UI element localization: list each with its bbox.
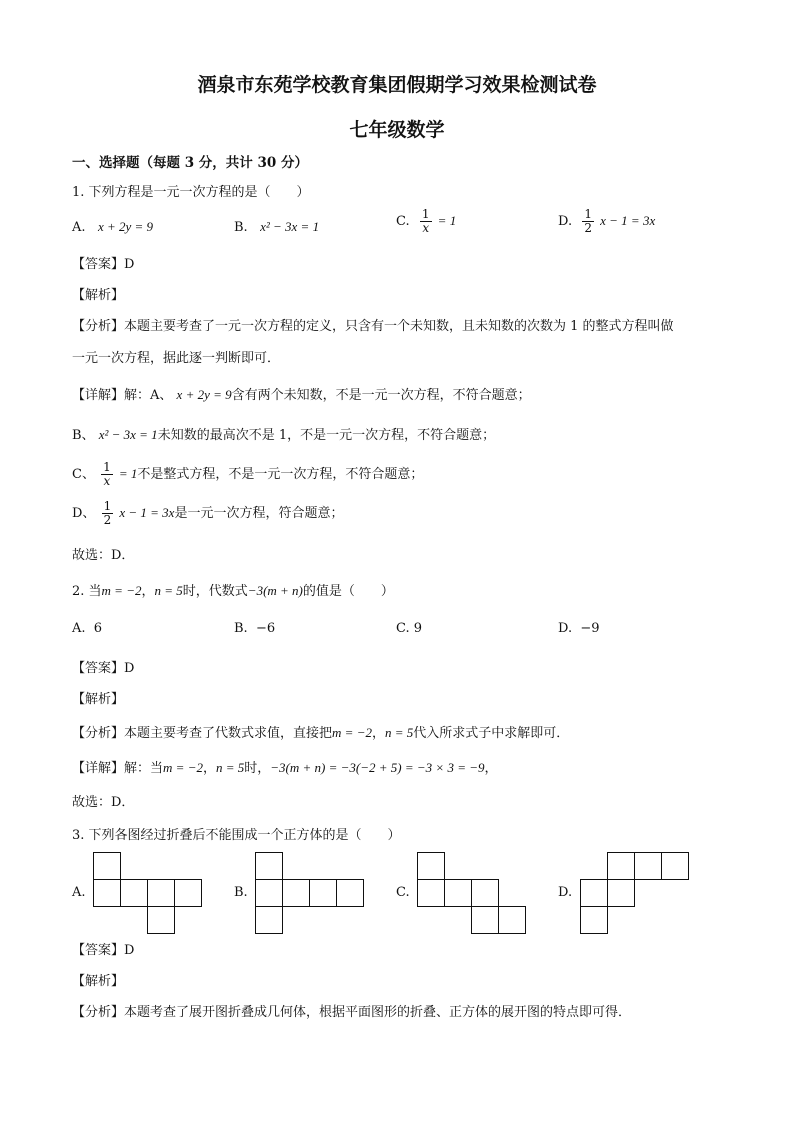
- q3-net-a: [93, 852, 203, 934]
- detail-line: 【详解】解：当m = −2，n = 5时，−3(m + n) = −3(−2 + 5) = −3 × 3 = −9，: [72, 760, 498, 776]
- fenxi-line-1: 【分析】本题主要考查了一元一次方程的定义，只含有一个未知数，且未知数的次数为 1 的整式方程叫做: [72, 319, 674, 334]
- analysis-tag: 【解析】: [72, 692, 125, 707]
- option-label: D.: [558, 214, 573, 229]
- q1-option-b[interactable]: [234, 218, 319, 237]
- fraction: $\frac{1}{2}$: [584, 207, 592, 235]
- question-2-stem: 2. 当m = −2，n = 5时，代数式−3(m + n)的值是（ ）: [72, 583, 394, 599]
- fenxi-line: 【分析】本题主要考查了代数式求值，直接把m = −2，n = 5代入所求式子中求解即可．: [72, 725, 570, 741]
- answer-line: 【答案】D: [72, 943, 135, 958]
- q3-net-b: [255, 852, 365, 934]
- option-label: C.: [396, 214, 410, 229]
- fenxi-line-2: 一元一次方程，据此逐一判断即可．: [72, 351, 281, 366]
- analysis-tag: 【解析】: [72, 288, 125, 303]
- option-equation: x² − 3x = 1: [260, 219, 320, 234]
- fraction: $\frac{1}{x}$: [103, 460, 111, 488]
- choose-line: 故选：D．: [72, 795, 135, 810]
- q3-option-a[interactable]: A.: [72, 885, 86, 900]
- option-label: B.: [234, 220, 248, 235]
- option-equation: = 1: [437, 213, 457, 228]
- question-3-stem: 3. 下列各图经过折叠后不能围成一个正方体的是（ ）: [72, 828, 401, 843]
- answer-value: D: [124, 257, 135, 272]
- q2-option-a[interactable]: A. 6: [72, 621, 103, 636]
- q3-option-b[interactable]: B.: [234, 885, 248, 900]
- q1-option-d[interactable]: [558, 208, 655, 235]
- answer-tag: 【答案】: [72, 257, 125, 272]
- detail-line-a: 【详解】解：A、 x + 2y = 9含有两个未知数，不是一元一次方程，不符合题意；: [72, 387, 531, 403]
- analysis-tag: 【解析】: [72, 974, 125, 989]
- fenxi-line: 【分析】本题考查了展开图折叠成几何体，根据平面图形的折叠、正方体的展开图的特点即可得．: [72, 1005, 632, 1020]
- option-label: A.: [72, 220, 86, 235]
- q3-net-d: [580, 852, 690, 934]
- option-equation: x − 1 = 3x: [600, 213, 656, 228]
- page-subtitle: 七年级数学: [349, 119, 445, 141]
- q2-option-b[interactable]: B. −6: [234, 621, 276, 636]
- q3-net-c: [417, 852, 527, 934]
- fraction: $\frac{1}{x}$: [421, 207, 430, 235]
- q2-option-d[interactable]: D. −9: [558, 621, 600, 636]
- detail-line-b: B、 x² − 3x = 1未知数的最高次不是 1，不是一元一次方程，不符合题意；: [72, 427, 496, 443]
- q3-option-c[interactable]: C.: [396, 885, 410, 900]
- page-title: 酒泉市东苑学校教育集团假期学习效果检测试卷: [197, 74, 597, 96]
- answer-line: 【答案】D: [72, 661, 135, 676]
- section-heading: 一、选择题（每题 3 分，共计 30 分）: [72, 155, 308, 171]
- q1-option-c[interactable]: [396, 208, 456, 235]
- detail-line-c: C、 $\frac{1}{x}$ = 1不是整式方程，不是一元一次方程，不符合题意；: [72, 460, 424, 488]
- answer-line: [72, 256, 134, 274]
- question-1-stem: 1. 下列方程是一元一次方程的是（ ）: [72, 185, 310, 200]
- q1-option-a[interactable]: [72, 218, 153, 237]
- q2-option-c[interactable]: C. 9: [396, 621, 423, 636]
- option-equation: x + 2y = 9: [97, 219, 154, 234]
- fraction: $\frac{1}{2}$: [103, 499, 112, 527]
- choose-line: 故选：D．: [72, 548, 135, 563]
- q3-option-d[interactable]: D.: [558, 885, 573, 900]
- detail-line-d: D、 $\frac{1}{2}$ x − 1 = 3x是一元一次方程，符合题意；: [72, 499, 344, 527]
